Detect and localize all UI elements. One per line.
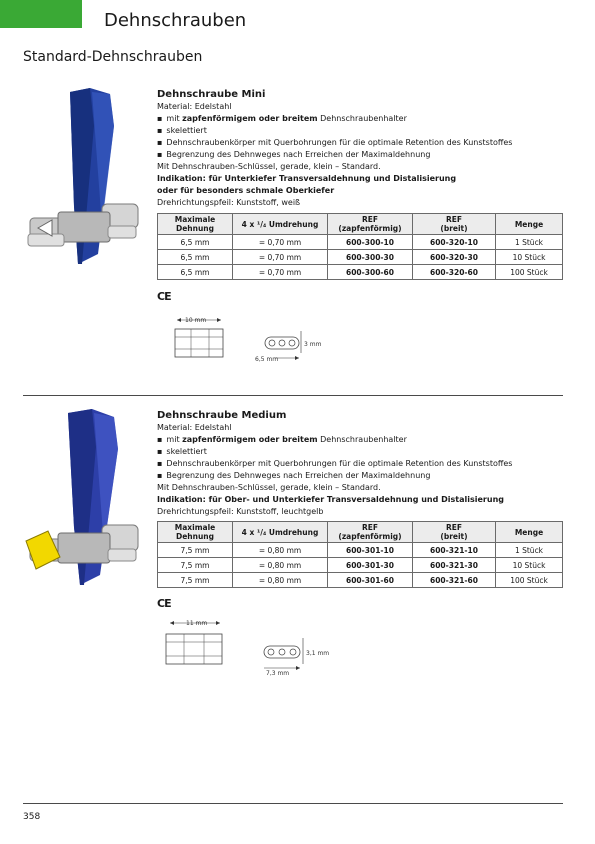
- col-header: Maximale Dehnung: [158, 214, 233, 235]
- dim-width-label: 6,5 mm: [255, 356, 279, 363]
- table-row: [158, 573, 563, 588]
- bullet-limit: ▪ Begrenzung des Dehnweges nach Erreichen der Maximaldehnung: [157, 149, 563, 161]
- product-description-mini: [157, 88, 563, 209]
- table-header-row: [158, 214, 563, 235]
- cell: 600-300-10: [328, 235, 413, 250]
- product-name: Dehnschraube Mini: [157, 89, 266, 100]
- col-header: 4 x ¹/₄ Umdrehung: [233, 214, 328, 235]
- dimension-drawing-mini: [165, 313, 325, 365]
- col-header: Maximale Dehnung: [158, 522, 233, 543]
- table-row: [158, 543, 563, 558]
- cell: 600-321-30: [413, 558, 496, 573]
- rotation-arrow: [26, 531, 60, 569]
- cell: 7,5 mm: [158, 573, 233, 588]
- cell: 100 Stück: [496, 573, 563, 588]
- bullet-skeleton: ▪ skelettiert: [157, 446, 563, 458]
- cell: 600-321-10: [413, 543, 496, 558]
- arrow-line: Drehrichtungspfeil: Kunststoff, weiß: [157, 198, 301, 207]
- product-description-medium: [157, 409, 563, 518]
- bullet-retention: ▪ Dehnschraubenkörper mit Querbohrungen für die optimale Retention des Kunststoffes: [157, 137, 563, 149]
- table-row: [158, 558, 563, 573]
- cell: 600-321-60: [413, 573, 496, 588]
- dim-height-label: 3,1 mm: [306, 650, 330, 657]
- section-title: Standard-Dehnschrauben: [23, 49, 203, 65]
- bullet-holder: ▪ mit zapfenförmigem oder breitem Dehnschraubenhalter: [157, 113, 563, 125]
- cell: 6,5 mm: [158, 235, 233, 250]
- bullet-limit: ▪ Begrenzung des Dehnweges nach Erreichen der Maximaldehnung: [157, 470, 563, 482]
- indication-line-2: oder für besonders schmale Oberkiefer: [157, 186, 335, 195]
- col-header: REF (zapfenförmig): [328, 214, 413, 235]
- col-header: 4 x ¹/₄ Umdrehung: [233, 522, 328, 543]
- spec-table-medium: [157, 521, 563, 588]
- cell: = 0,70 mm: [233, 265, 328, 280]
- bullet-retention: ▪ Dehnschraubenkörper mit Querbohrungen für die optimale Retention des Kunststoffes: [157, 458, 563, 470]
- bullet-holder: ▪ mit zapfenförmigem oder breitem Dehnschraubenhalter: [157, 434, 563, 446]
- cell: 6,5 mm: [158, 265, 233, 280]
- table-header-row: [158, 522, 563, 543]
- ce-mark: CE: [157, 290, 171, 303]
- product-name: Dehnschraube Medium: [157, 410, 287, 421]
- ce-mark: CE: [157, 597, 171, 610]
- cell: = 0,80 mm: [233, 573, 328, 588]
- col-header: Menge: [496, 214, 563, 235]
- chapter-title: Dehnschrauben: [104, 10, 247, 31]
- indication-line-1: Indikation: für Unterkiefer Transversaldehnung und Distalisierung: [157, 174, 457, 183]
- spec-table-mini: [157, 213, 563, 280]
- table-row: [158, 250, 563, 265]
- col-header: REF (breit): [413, 522, 496, 543]
- col-header: Menge: [496, 522, 563, 543]
- cell: 10 Stück: [496, 250, 563, 265]
- product-image-medium: [22, 407, 144, 593]
- cell: 100 Stück: [496, 265, 563, 280]
- key-line: Mit Dehnschrauben-Schlüssel, gerade, klein – Standard.: [157, 162, 381, 171]
- dim-length-label: 10 mm: [185, 317, 207, 324]
- cell: = 0,70 mm: [233, 235, 328, 250]
- cell: 600-320-30: [413, 250, 496, 265]
- cell: 600-320-60: [413, 265, 496, 280]
- cell: = 0,70 mm: [233, 250, 328, 265]
- table-row: [158, 265, 563, 280]
- col-header: REF (breit): [413, 214, 496, 235]
- cell: 10 Stück: [496, 558, 563, 573]
- cell: 600-301-30: [328, 558, 413, 573]
- chapter-tab: [0, 0, 82, 28]
- page-number: 358: [23, 812, 41, 822]
- key-line: Mit Dehnschrauben-Schlüssel, gerade, klein – Standard.: [157, 483, 381, 492]
- cell: 600-300-30: [328, 250, 413, 265]
- material-line: Material: Edelstahl: [157, 102, 232, 111]
- product-image-mini: [22, 86, 144, 272]
- cell: 6,5 mm: [158, 250, 233, 265]
- cell: = 0,80 mm: [233, 558, 328, 573]
- section-divider: [23, 395, 563, 396]
- col-header: REF (zapfenförmig): [328, 522, 413, 543]
- dim-length-label: 11 mm: [186, 620, 208, 627]
- dim-height-label: 3 mm: [304, 341, 322, 348]
- indication-line-1: Indikation: für Ober- und Unterkiefer Transversaldehnung und Distalisierung: [157, 495, 504, 504]
- cell: 1 Stück: [496, 235, 563, 250]
- cell: 1 Stück: [496, 543, 563, 558]
- dimension-drawing-medium: [160, 616, 330, 678]
- footer-divider: [23, 803, 563, 804]
- cell: 600-320-10: [413, 235, 496, 250]
- cell: 7,5 mm: [158, 543, 233, 558]
- cell: 600-301-10: [328, 543, 413, 558]
- cell: 600-300-60: [328, 265, 413, 280]
- cell: 7,5 mm: [158, 558, 233, 573]
- material-line: Material: Edelstahl: [157, 423, 232, 432]
- dim-width-label: 7,3 mm: [266, 670, 290, 677]
- bullet-skeleton: ▪ skelettiert: [157, 125, 563, 137]
- table-row: [158, 235, 563, 250]
- cell: = 0,80 mm: [233, 543, 328, 558]
- arrow-line: Drehrichtungspfeil: Kunststoff, leuchtgelb: [157, 507, 324, 516]
- cell: 600-301-60: [328, 573, 413, 588]
